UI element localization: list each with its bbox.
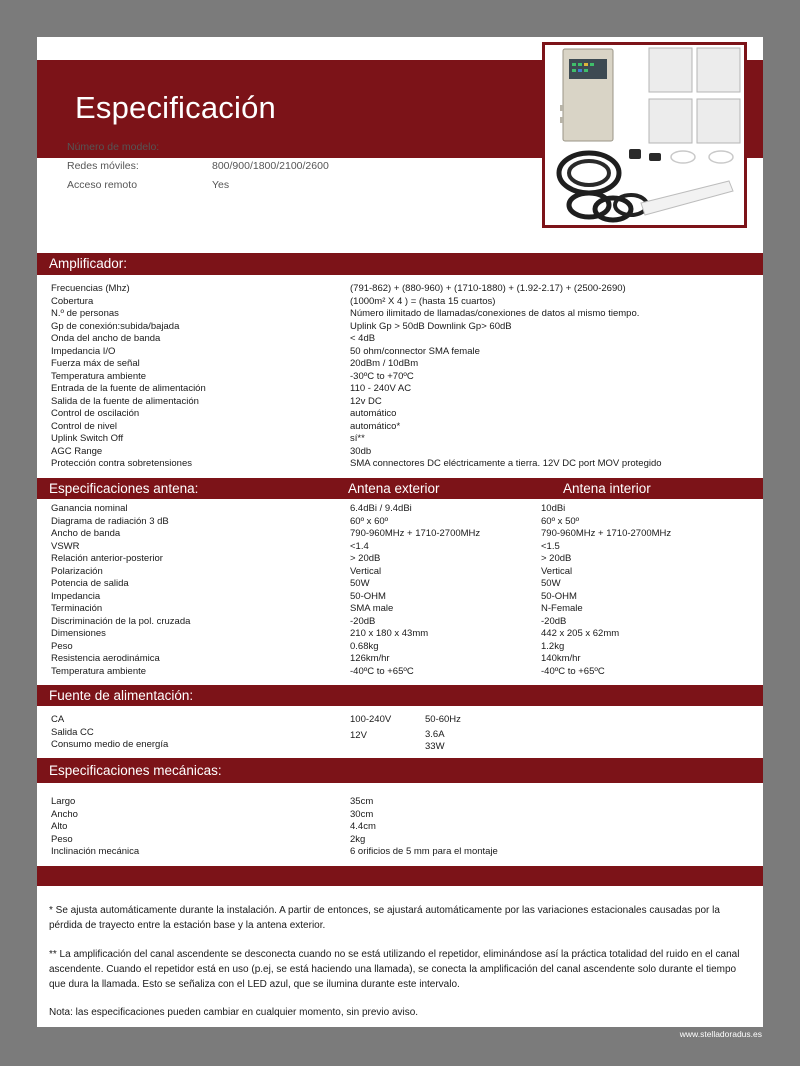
power-ac-frequency: 50-60Hz	[425, 714, 461, 725]
networks-value: 800/900/1800/2100/2600	[212, 160, 329, 172]
page-title: Especificación	[75, 90, 276, 125]
spec-label: Dimensiones	[51, 628, 106, 639]
power-header	[37, 685, 763, 706]
antenna-interior-value: N-Female	[541, 603, 583, 614]
spec-value: 12v DC	[350, 395, 382, 407]
spec-label: Salida de la fuente de alimentación	[51, 395, 199, 407]
antenna-interior-value: -40ºC to +65ºC	[541, 665, 605, 677]
spec-value: -30ºC to +70ºC	[350, 370, 414, 382]
spec-label: VSWR	[51, 540, 80, 552]
antenna-exterior-value: SMA male	[350, 603, 394, 614]
spec-label: Ancho de banda	[51, 528, 121, 539]
spec-value: 6 orificios de 5 mm para el montaje	[350, 846, 498, 857]
spec-value: 30db	[350, 445, 372, 457]
antenna-interior-value: Vertical	[541, 565, 573, 577]
power-consumption: 33W	[425, 741, 445, 752]
spec-label: Protección contra sobretensiones	[51, 458, 192, 469]
product-kit-image	[545, 45, 744, 225]
spec-label: AGC Range	[51, 445, 103, 457]
spec-value: SMA connectores DC eléctricamente a tierra. 12V DC port MOV protegido	[350, 458, 662, 469]
antenna-exterior-value: -40ºC to +65ºC	[350, 665, 414, 677]
antenna-exterior-value: 6.4dBi / 9.4dBi	[350, 503, 412, 514]
spec-label: Peso	[51, 833, 73, 845]
spec-sheet	[37, 37, 763, 1027]
antenna-interior-value: <1.5	[541, 540, 560, 552]
model-number-label: Número de modelo:	[67, 141, 160, 153]
spec-label: Control de oscilación	[51, 408, 140, 419]
footnote-automatic: * Se ajusta automáticamente durante la instalación. A partir de entonces, se ajustará automáticamente por las variaciones estacionales causadas por la pérdida de trayecto entre la estación base y la antena exterior.	[49, 905, 720, 931]
spec-label: Frecuencias (Mhz)	[51, 283, 130, 294]
spec-label: Uplink Switch Off	[51, 433, 124, 444]
antenna-exterior-value: Vertical	[350, 565, 382, 577]
power-dc-current: 3.6A	[425, 729, 445, 740]
spec-label: Fuerza máx de señal	[51, 358, 140, 369]
spec-value: Número ilimitado de llamadas/conexiones de datos al mismo tiempo.	[350, 308, 640, 319]
website-url: www.stelladoradus.es	[679, 1029, 762, 1039]
antenna-interior-value: 10dBi	[541, 503, 566, 514]
spec-label: Impedancia I/O	[51, 345, 116, 357]
antenna-exterior-value: > 20dB	[350, 553, 381, 564]
power-title: Fuente de alimentación:	[49, 688, 194, 703]
power-label-consumption: Consumo medio de energía	[51, 739, 169, 750]
product-photo	[542, 42, 747, 228]
spec-value: 4.4cm	[350, 821, 376, 832]
spec-label: Largo	[51, 796, 76, 807]
power-label-dc: Salida CC	[51, 727, 94, 738]
spec-value: 50 ohm/connector SMA female	[350, 345, 480, 357]
antenna-exterior-value: -20dB	[350, 615, 376, 627]
spec-value: < 4dB	[350, 333, 376, 344]
power-ac-voltage: 100-240V	[350, 714, 392, 725]
spec-value: 2kg	[350, 833, 366, 845]
antenna-interior-value: 442 x 205 x 62mm	[541, 628, 620, 639]
spec-label: Cobertura	[51, 295, 94, 307]
spec-value: 20dBm / 10dBm	[350, 358, 419, 369]
mechanical-header	[37, 758, 763, 783]
antenna-exterior-heading: Antena exterior	[348, 481, 440, 496]
footnote-uplink: ** La amplificación del canal ascendente se desconecta cuando no se está utilizando el repetidor, eliminándose así la práctica totalidad del ruido en el canal ascendente. Cuando el repetidor está en uso (p.ej, se está haciendo una llamada), se conecta la amplificación del canal ascendente solo durante el tiempo que dura la llamada. Esto se señaliza con el LED azul, que se ilumina durante este intervalo.	[49, 949, 740, 990]
antenna-exterior-value: 790-960MHz + 1710-2700MHz	[350, 528, 481, 539]
spec-label: Ancho	[51, 808, 78, 820]
remote-access-label: Acceso remoto	[67, 179, 138, 191]
antenna-interior-value: 790-960MHz + 1710-2700MHz	[541, 528, 672, 539]
power-label-ca: CA	[51, 714, 65, 725]
antenna-header	[37, 478, 763, 499]
spec-value: 30cm	[350, 808, 374, 820]
spec-label: Peso	[51, 640, 73, 652]
antenna-exterior-value: 50-OHM	[350, 590, 386, 602]
spec-value: (791-862) + (880-960) + (1710-1880) + (1.92-2.17) + (2500-2690)	[350, 283, 626, 294]
power-dc-voltage: 12V	[350, 730, 367, 741]
spec-label: Onda del ancho de banda	[51, 333, 161, 344]
antenna-exterior-value: 0.68kg	[350, 640, 379, 652]
antenna-interior-value: -20dB	[541, 615, 567, 627]
antenna-interior-heading: Antena interior	[563, 481, 651, 496]
spec-label: Potencia de salida	[51, 578, 129, 589]
antenna-interior-value: 60º x 50º	[541, 515, 580, 527]
spec-value: 110 - 240V AC	[350, 383, 412, 394]
spec-value: sí**	[350, 433, 365, 444]
spec-label: Temperatura ambiente	[51, 370, 147, 382]
spec-value: automático*	[350, 420, 401, 432]
antenna-interior-value: 140km/hr	[541, 653, 581, 664]
antenna-interior-value: 50-OHM	[541, 590, 577, 602]
antenna-title: Especificaciones antena:	[49, 481, 199, 496]
spec-value: (1000m² X 4 ) = (hasta 15 cuartos)	[350, 295, 496, 307]
amplifier-header	[37, 253, 763, 275]
antenna-exterior-value: 60º x 60º	[350, 515, 389, 527]
spec-label: Diagrama de radiación 3 dB	[51, 515, 169, 527]
spec-value: Uplink Gp > 50dB Downlink Gp> 60dB	[350, 320, 512, 332]
spec-value: automático	[350, 408, 397, 419]
spec-label: Inclinación mecánica	[51, 846, 140, 857]
spec-label: Entrada de la fuente de alimentación	[51, 383, 206, 394]
spec-label: Resistencia aerodinámica	[51, 653, 160, 664]
spec-label: Relación anterior-posterior	[51, 553, 163, 564]
spec-label: Temperatura ambiente	[51, 665, 147, 677]
footer-divider-bar	[37, 866, 763, 886]
footnote-disclaimer: Nota: las especificaciones pueden cambiar en cualquier momento, sin previo aviso.	[49, 1007, 419, 1018]
antenna-exterior-value: 126km/hr	[350, 653, 390, 664]
spec-label: Control de nivel	[51, 420, 118, 432]
spec-label: Terminación	[51, 603, 103, 614]
spec-label: Discriminación de la pol. cruzada	[51, 615, 191, 627]
spec-label: Impedancia	[51, 590, 101, 602]
remote-access-value: Yes	[212, 179, 230, 191]
spec-label: Polarización	[51, 565, 103, 577]
spec-label: Ganancia nominal	[51, 503, 128, 514]
mechanical-title: Especificaciones mecánicas:	[49, 763, 222, 778]
antenna-interior-value: 50W	[541, 578, 561, 589]
antenna-exterior-value: <1.4	[350, 540, 369, 552]
spec-label: Alto	[51, 821, 68, 832]
spec-label: N.º de personas	[51, 308, 119, 319]
antenna-interior-value: 1.2kg	[541, 640, 565, 652]
antenna-interior-value: > 20dB	[541, 553, 572, 564]
spec-label: Gp de conexión:subida/bajada	[51, 320, 180, 332]
antenna-exterior-value: 210 x 180 x 43mm	[350, 628, 429, 639]
antenna-exterior-value: 50W	[350, 578, 370, 589]
amplifier-title: Amplificador:	[49, 256, 128, 271]
networks-label: Redes móviles:	[67, 160, 139, 172]
spec-value: 35cm	[350, 796, 374, 807]
